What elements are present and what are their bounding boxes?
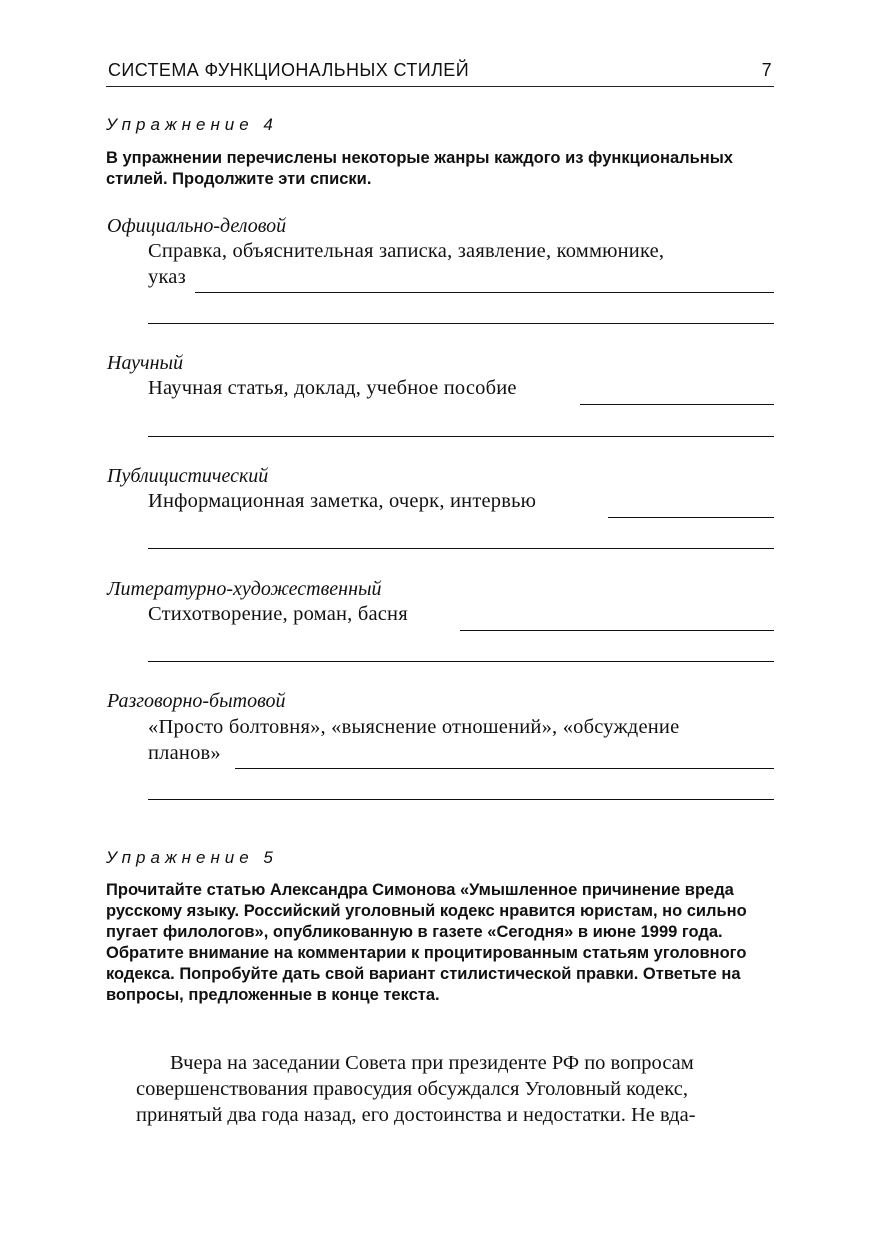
exercise-5-title: Упражнение 5 <box>106 848 278 867</box>
answer-line[interactable] <box>148 323 774 324</box>
style-label-literary: Литературно-художественный <box>107 578 382 600</box>
running-header <box>106 60 774 87</box>
page-number: 7 <box>761 60 772 80</box>
article-paragraph-text: Вчера на заседании Совета при президенте РФ по вопросам совершенствования правосудия обсуждался Уголовный кодекс, принятый два года назад, его достоинства и недостатки. Не вда- <box>136 1052 696 1126</box>
answer-line[interactable] <box>148 799 774 800</box>
exercise-5-instruction: Прочитайте статью Александра Симонова «Умышленное причинение вреда русскому языку. Российский уголовный кодекс нравится юристам, но сильно пугает филологов», опубликованную в газете «Сегодня» в июне 1999 года. Обратите внимание на комментарии к процитированным статьям уголовного кодекса. Попробуйте дать свой вариант стилистической правки. Ответьте на вопросы, предложенные в конце текста. <box>106 881 747 1004</box>
style-label-official: Официально-деловой <box>107 215 287 237</box>
exercise-4-title: Упражнение 4 <box>106 115 278 134</box>
article-paragraph <box>136 1050 776 1128</box>
answer-line[interactable] <box>580 404 774 405</box>
header-title: СИСТЕМА ФУНКЦИОНАЛЬНЫХ СТИЛЕЙ <box>108 60 470 80</box>
genre-list-scientific: Научная статья, доклад, учебное пособие <box>148 377 517 399</box>
answer-line[interactable] <box>608 517 774 518</box>
genre-list-official-line1: Справка, объяснительная записка, заявление, коммюнике, <box>148 240 665 262</box>
answer-line[interactable] <box>148 436 774 437</box>
answer-line[interactable] <box>148 548 774 549</box>
genre-list-publicistic: Информационная заметка, очерк, интервью <box>148 490 537 512</box>
answer-line[interactable] <box>235 768 774 769</box>
genre-list-literary: Стихотворение, роман, басня <box>148 603 408 625</box>
exercise-4-instruction: В упражнении перечислены некоторые жанры каждого из функциональных стилей. Продолжите эти списки. <box>106 149 733 188</box>
style-label-scientific: Научный <box>107 352 184 374</box>
genre-list-colloquial-line1: «Просто болтовня», «выяснение отношений», «обсуждение <box>148 716 680 738</box>
answer-line[interactable] <box>195 292 774 293</box>
genre-list-official-line2: указ <box>148 266 186 288</box>
genre-list-colloquial-line2: планов» <box>148 742 221 764</box>
answer-line[interactable] <box>148 661 774 662</box>
style-label-colloquial: Разговорно-бытовой <box>107 690 286 712</box>
style-label-publicistic: Публицистический <box>107 465 269 487</box>
answer-line[interactable] <box>460 630 774 631</box>
